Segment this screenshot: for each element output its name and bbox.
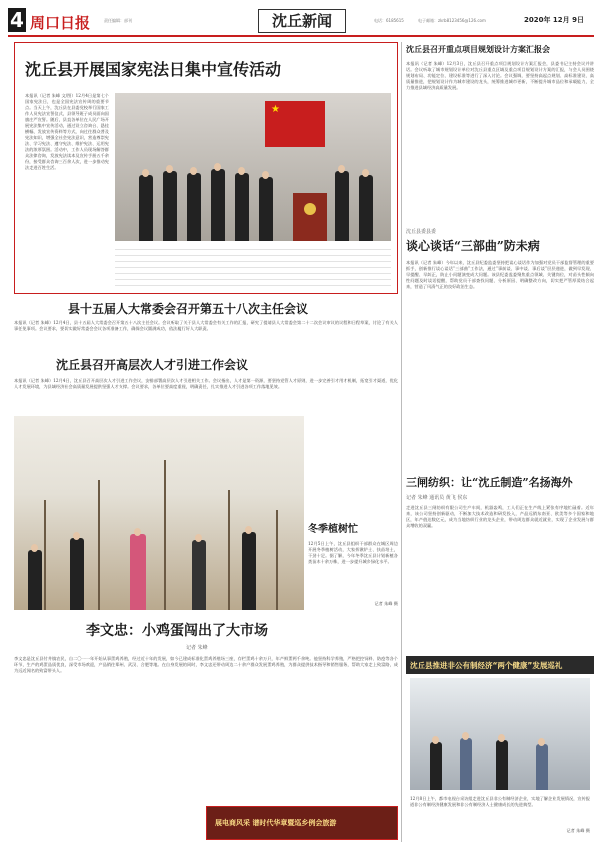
podium-emblem <box>304 203 316 215</box>
email-info: 电子邮箱：zkrb8123456@126.com <box>418 18 486 23</box>
nonpublic-caption: 12月8日上午，都市电视台采访组走进沈丘县非公有制经济企业，实地了解企业发展情况，宣传报道非公有制经济健康发展和非公有制经济人士健康成长的先进典型。 <box>410 796 590 807</box>
masthead <box>8 6 594 38</box>
nonpublic-section <box>406 656 594 840</box>
banner-ad <box>206 806 398 840</box>
section-title: 沈丘新闻 <box>258 9 346 33</box>
product-body: 走进沈丘县三闸纺织有限公司生产车间，机器轰鸣，工人们正在生产线上紧张有序地忙碌着。近年来，该公司坚持创新驱动，不断加大技术改造和研发投入，产品远销东南亚、欧美等多个国家和地区，年产值达数亿元，成为当地纺织行业的龙头企业，带动周边群众就近就业，实现了企业发展与群众增收的双赢。 <box>406 505 594 528</box>
publish-date: 2020年 12月 9日 <box>524 16 584 24</box>
nonpublic-headline: 沈丘县推进非公有制经济“两个健康”发展巡礼 <box>410 661 563 670</box>
reform-article <box>406 44 594 210</box>
lead-photo <box>115 93 391 241</box>
phone-info: 电话：6185615 <box>374 18 404 23</box>
congress-article <box>14 298 398 408</box>
masthead-rule <box>8 35 594 37</box>
feature-body: 李文忠是沈丘县付井镇农民，自二〇一一年开始从事蛋鸡养殖，经过近十年的发展，如今已建成标准化蛋鸡养殖场三座，存栏蛋鸡十余万只，年产鲜蛋两千余吨。他坚持科学养殖，严格把控饲料、防疫等各个环节，生产的鸡蛋品质优良，深受市场欢迎，产品销往郑州、武汉、合肥等地。在自身发展的同时，李文忠还带动周边二十余户群众发展蛋鸡养殖，为群众提供技术指导和销售服务，帮助大家走上致富路，成为远近闻名的致富带头人。 <box>14 656 398 673</box>
lead-headline: 沈丘县开展国家宪法日集中宣传活动 <box>25 60 282 79</box>
lead-body: 本报讯（记者 朱峰 文/图）12月4日是第七个国家宪法日，也是全国宪法宣传周的重要节点。当天上午，沈丘县在县委党校举行国家工作人员宪法宣誓仪式，县领导班子成员面向国旗庄严宣誓。随后，县直各单位在人民广场开展宪法集中宣传活动，通过设立咨询台、悬挂横幅、发放宣传资料等方式，向过往群众普及宪法知识，增强全社会宪法意识，营造尊崇宪法、学习宪法、遵守宪法、维护宪法、运用宪法的浓厚氛围。活动中，工作人员现场解答群众法律咨询，发放宪法读本及宣传手册五千余份，接受群众咨询三百余人次，进一步推动宪法走进百姓生活。 <box>25 93 109 170</box>
talk-article <box>406 228 594 464</box>
lead-body-cont <box>115 247 391 289</box>
feature-headline: 李文忠：小鸡蛋闯出了大市场 <box>86 623 268 639</box>
feature-byline: 记者 朱峰 <box>186 645 208 651</box>
podium <box>293 193 327 241</box>
product-byline: 记者 朱峰 通讯员 黄飞 侯东 <box>406 495 468 501</box>
page-number: 4 <box>8 8 26 32</box>
caption-title: 冬季植树忙 <box>308 524 358 535</box>
banner-ad-text: 展电商风采 谱时代华章暨巡乡例会旅游 <box>215 819 337 827</box>
talent-body: 本报讯（记者 朱峰）12月4日，沈丘县召开高层次人才引进工作会议，安排部署高层次人才引进相关工作。会议指出，人才是第一资源，要坚持党管人才原则，进一步完善引才用才机制，拓宽引才渠道，优化人才发展环境，为县域经济社会高质量发展提供坚强人才支撑。会议要求，各单位要高度重视，明确责任，扎实推进人才引进各项工作落地见效。 <box>14 378 398 389</box>
talk-headline: 谈心谈话“三部曲”防未病 <box>406 239 540 253</box>
caption-credit: 记者 朱峰 摄 <box>374 601 398 606</box>
caption-body: 12月5日上午，沈丘县组织干部群众在城区周边开展冬季植树活动，大家挥锹铲土、扶苗培土，干劲十足。据了解，今年冬季沈丘县计划新植各类苗木十余万株，进一步提升城乡绿化水平。 <box>308 541 398 564</box>
talk-body: 本报讯（记者 朱峰）今年以来，沈丘县纪委监委坚持把谈心谈话作为加强对党员干部监督管理的重要抓手，创新推行谈心谈话“三部曲”工作法，通过“事前谈、事中谈、事后谈”层层递进，做到早发现、早提醒、早纠正，防止小问题演变成大问题。该县纪委监委聚焦重点领域、关键岗位，对苗头性倾向性问题及时谈话提醒，帮助党员干部查找问题、分析原因、明确整改方向，切实把严管厚爱结合起来，营造了风清气正的良好政治生态。 <box>406 260 594 289</box>
tree-planting-photo <box>14 416 304 610</box>
flag-emblem: ★ <box>271 104 280 115</box>
reform-body: 本报讯（记者 朱峰）12月3日，沈丘县召开重点项目规划设计方案汇报会，县委书记主持会议并讲话。会议听取了城市规划设计单位对沈丘县重点区域及重点项目规划设计方案的汇报，与会人员围绕规划布局、功能定位、建设标准等进行了深入讨论。会议强调，要坚持高起点规划、高标准建设、高质量推进，把规划设计作为城市建设的龙头，统筹推进城市更新，不断提升城市品位和承载能力，全力推进县域经济高质量发展。 <box>406 61 594 90</box>
talent-headline: 沈丘县召开高层次人才引进工作会议 <box>56 358 249 372</box>
feature-article <box>14 616 398 802</box>
reform-headline: 沈丘县召开重点项目规划设计方案汇报会 <box>406 44 550 54</box>
congress-body: 本报讯（记者 朱峰）12月4日，县十五届人大常委会召开第五十八次主任会议。会议听取了关于县人大常委会有关工作的汇报，研究了提请县人大常委会第二十二次会议审议的议程和日程草案，讨论了有关人事任免事项。会议要求，要切实做好常委会会议各项准备工作，确保会议圆满成功，依法履行好人大职责。 <box>14 320 398 331</box>
nonpublic-title-bar <box>406 656 594 674</box>
nonpublic-photo <box>410 678 590 790</box>
tree-photo-caption <box>308 520 398 610</box>
paper-name: 周口日报 <box>30 14 91 32</box>
editor-info: 责任编辑：部刊 <box>104 18 132 23</box>
talk-tag: 沈丘县委县委 <box>406 229 437 235</box>
product-article <box>406 474 594 650</box>
nonpublic-credit: 记者 朱峰 摄 <box>566 828 590 833</box>
lead-story <box>14 42 398 294</box>
product-headline: 三闸纺织：让“沈丘制造”名扬海外 <box>406 476 573 489</box>
congress-headline: 县十五届人大常委会召开第五十八次主任会议 <box>68 302 309 316</box>
column-divider <box>401 42 402 842</box>
